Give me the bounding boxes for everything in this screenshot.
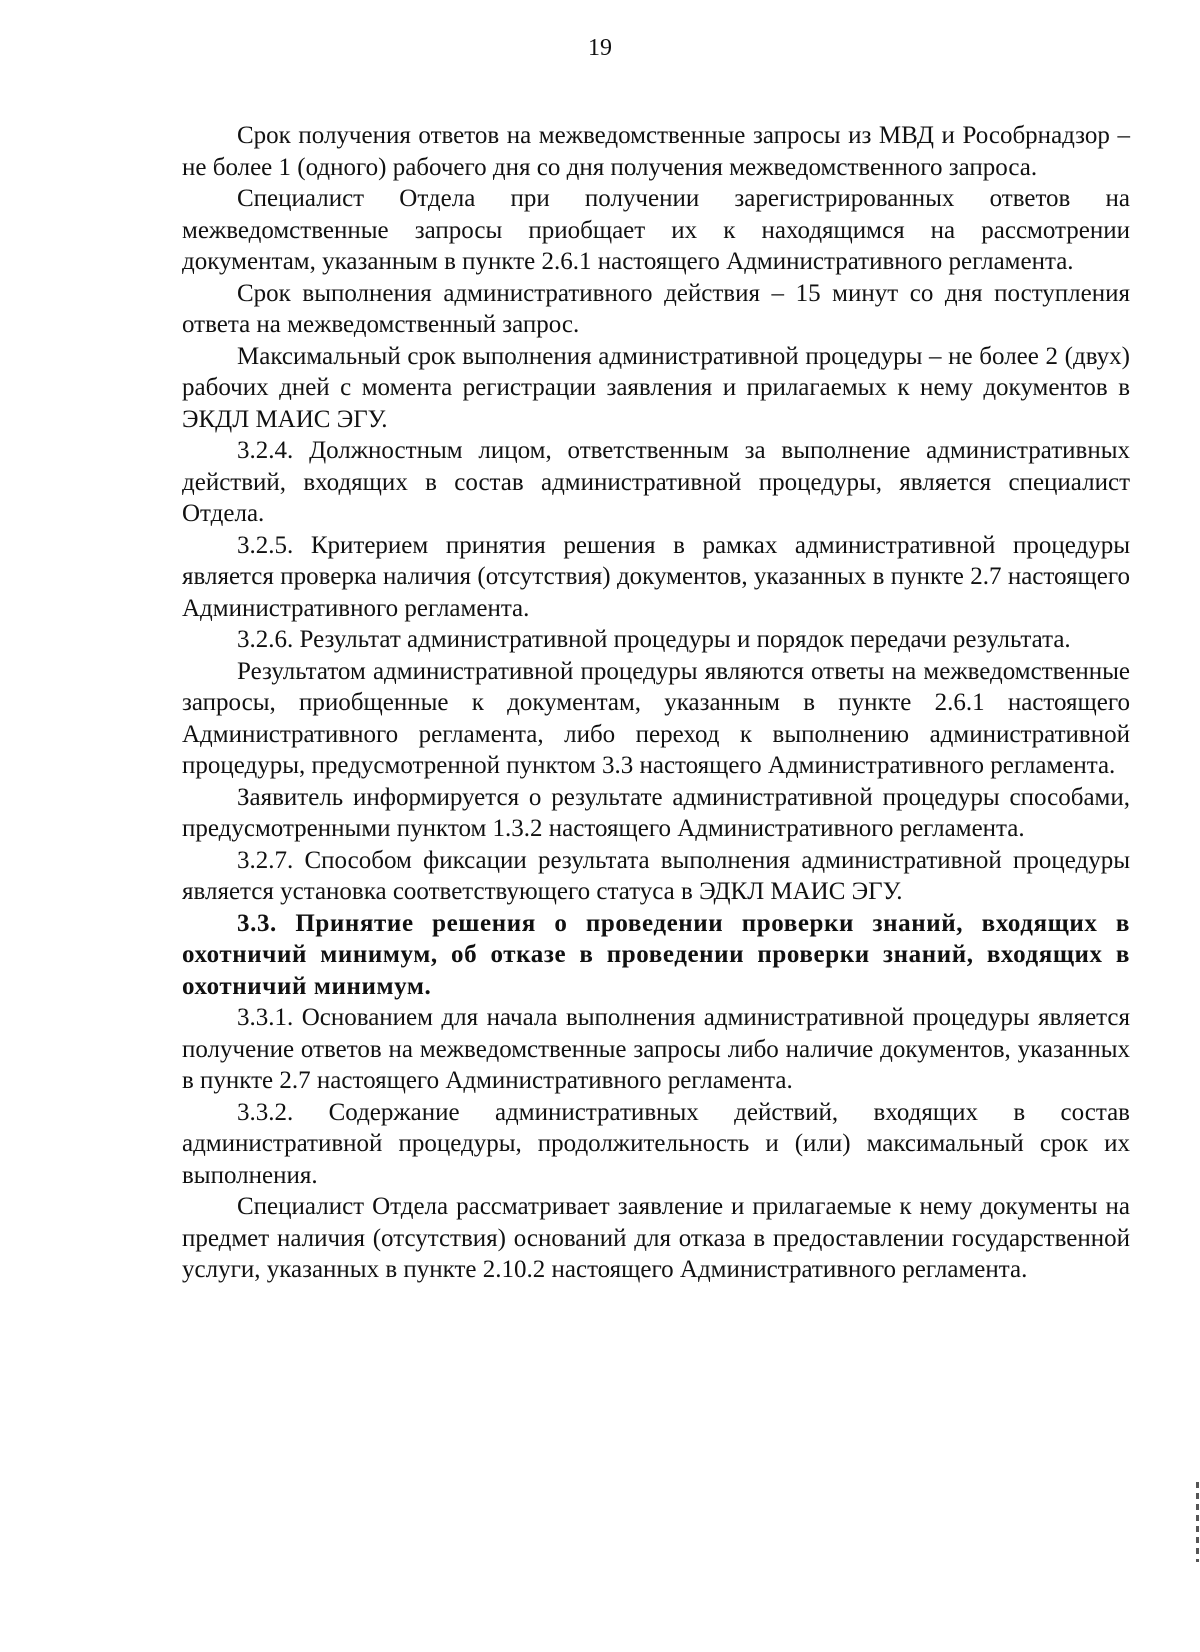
paragraph-3-2-6: 3.2.6. Результат административной процедуры и порядок передачи результата. [237, 626, 1071, 653]
paragraph-response-deadline: Срок получения ответов на межведомственные запросы из МВД и Рособрнадзор – не более 1 (одного) рабочего дня со дня получения межведомственного запроса. [182, 122, 1130, 181]
paragraph-action-duration: Срок выполнения административного действия – 15 минут со дня поступления ответа на межведомственный запрос. [182, 279, 1130, 338]
paragraph-3-3-2: 3.3.2. Содержание административных действий, входящих в состав административной процедуры, продолжительность и (или) максимальный срок их выполнения. [182, 1098, 1130, 1189]
paragraph-applicant-informed: Заявитель информируется о результате административной процедуры способами, предусмотренными пунктом 1.3.2 настоящего Административного регламента. [182, 783, 1130, 842]
paragraph-3-3-1: 3.3.1. Основанием для начала выполнения административной процедуры является получение ответов на межведомственные запросы либо наличие документов, указанных в пункте 2.7 настоящего Административного регламента. [182, 1004, 1130, 1094]
page-number: 19 [588, 35, 612, 61]
paragraph-3-2-7: 3.2.7. Способом фиксации результата выполнения административной процедуры является установка соответствующего статуса в ЭДКЛ МАИС ЭГУ. [182, 846, 1130, 905]
paragraph-result: Результатом административной процедуры являются ответы на межведомственные запросы, приобщенные к документам, указанным в пункте 2.6.1 настоящего Административного регламента, либо переход к выполнению административной процедуры, предусмотренной пунктом 3.3 настоящего Административного регламента. [182, 657, 1130, 779]
paragraph-specialist-attaches: Специалист Отдела при получении зарегистрированных ответов на межведомственные запросы приобщает их к находящимся на рассмотрении документам, указанным в пункте 2.6.1 настоящего Административного регламента. [182, 185, 1130, 275]
paragraph-3-2-4: 3.2.4. Должностным лицом, ответственным за выполнение административных действий, входящих в состав административной процедуры, является специалист Отдела. [182, 437, 1130, 527]
document-body [182, 120, 1130, 1286]
section-heading-3-3: 3.3. Принятие решения о проведении проверки знаний, входящих в охотничий минимум, об отказе в проведении проверки знаний, входящих в охотничий минимум. [182, 909, 1130, 1000]
paragraph-max-duration: Максимальный срок выполнения административной процедуры – не более 2 (двух) рабочих дней с момента регистрации заявления и прилагаемых к нему документов в ЭКДЛ МАИС ЭГУ. [182, 342, 1130, 433]
scan-edge-mark [1196, 1482, 1199, 1562]
paragraph-3-2-5: 3.2.5. Критерием принятия решения в рамках административной процедуры является проверка наличия (отсутствия) документов, указанных в пункте 2.7 настоящего Административного регламента. [182, 531, 1130, 622]
paragraph-specialist-reviews: Специалист Отдела рассматривает заявление и прилагаемые к нему документы на предмет наличия (отсутствия) оснований для отказа в предоставлении государственной услуги, указанных в пункте 2.10.2 настоящего Административного регламента. [182, 1193, 1130, 1283]
